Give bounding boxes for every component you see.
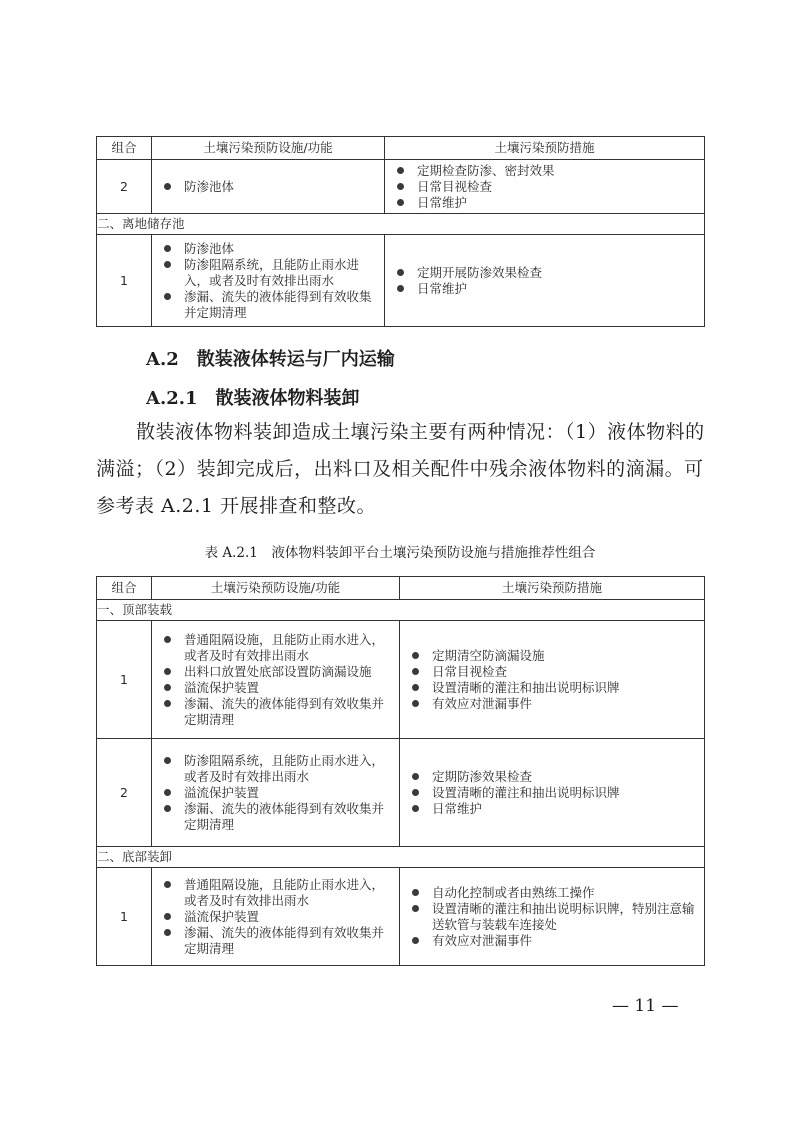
- list-item: 设置清晰的灌注和抽出说明标识牌: [408, 785, 698, 801]
- table-a21: [96, 576, 705, 966]
- table-header-row: [97, 577, 705, 600]
- table-row: [97, 160, 705, 214]
- list-item: 有效应对泄漏事件: [408, 696, 698, 712]
- facility-cell: [152, 868, 400, 966]
- list-item: 日常维护: [393, 195, 698, 211]
- group-number: 2: [97, 160, 152, 214]
- list-item: 自动化控制或者由熟练工操作: [408, 885, 698, 901]
- facility-cell: [152, 160, 385, 214]
- header-facility: 土壤污染预防设施/功能: [152, 137, 385, 160]
- table-row: [97, 739, 705, 847]
- list-item: 日常维护: [408, 801, 698, 817]
- body-paragraph: 散装液体物料装卸造成土壤污染主要有两种情况：（1）液体物料的满溢；（2）装卸完成后，出料口及相关配件中残余液体物料的滴漏。可参考表 A.2.1 开展排查和整改。: [96, 421, 705, 517]
- section-label: 二、离地储存池: [97, 214, 705, 235]
- list-item: 普通阻隔设施，且能防止雨水进入，或者及时有效排出雨水: [160, 877, 393, 909]
- table-row: [97, 868, 705, 966]
- list-item: 渗漏、流失的液体能得到有效收集并定期清理: [160, 801, 393, 833]
- list-item: 定期开展防渗效果检查: [393, 265, 698, 281]
- list-item: 溢流保护装置: [160, 909, 393, 925]
- list-item: 渗漏、流失的液体能得到有效收集并定期清理: [160, 925, 393, 957]
- list-item: 防渗池体: [160, 241, 378, 257]
- list-item: 设置清晰的灌注和抽出说明标识牌: [408, 680, 698, 696]
- group-number: 1: [97, 235, 152, 327]
- heading-a2: A.2 散装液体转运与厂内运输: [146, 349, 395, 370]
- list-item: 防渗池体: [160, 179, 378, 195]
- list-item: 日常目视检查: [393, 179, 698, 195]
- section-row: [97, 847, 705, 868]
- list-item: 定期防渗效果检查: [408, 769, 698, 785]
- section-row: [97, 214, 705, 235]
- list-item: 防渗阻隔系统，且能防止雨水进入，或者及时有效排出雨水: [160, 257, 378, 289]
- measures-cell: [400, 739, 705, 847]
- header-facility: 土壤污染预防设施/功能: [152, 577, 400, 600]
- facility-cell: [152, 235, 385, 327]
- measures-cell: [400, 621, 705, 739]
- section-label: 二、底部装卸: [97, 847, 705, 868]
- list-item: 日常维护: [393, 281, 698, 297]
- list-item: 出料口放置处底部设置防滴漏设施: [160, 664, 393, 680]
- list-item: 溢流保护装置: [160, 680, 393, 696]
- header-group: 组合: [97, 137, 152, 160]
- group-number: 1: [97, 621, 152, 739]
- header-measures: 土壤污染预防措施: [385, 137, 705, 160]
- list-item: 日常目视检查: [408, 664, 698, 680]
- section-label: 一、顶部装载: [97, 600, 705, 621]
- list-item: 定期清空防滴漏设施: [408, 648, 698, 664]
- header-measures: 土壤污染预防措施: [400, 577, 705, 600]
- table-caption: 表 A.2.1 液体物料装卸平台土壤污染预防设施与措施推荐性组合: [204, 545, 596, 561]
- measures-cell: [385, 235, 705, 327]
- list-item: 定期检查防渗、密封效果: [393, 163, 698, 179]
- facility-cell: [152, 739, 400, 847]
- list-item: 防渗阻隔系统，且能防止雨水进入，或者及时有效排出雨水: [160, 753, 393, 785]
- page-number: — 11 —: [612, 996, 679, 1016]
- table-top-continued: [96, 136, 705, 327]
- list-item: 溢流保护装置: [160, 785, 393, 801]
- header-group: 组合: [97, 577, 152, 600]
- table-row: [97, 235, 705, 327]
- list-item: 渗漏、流失的液体能得到有效收集并定期清理: [160, 289, 378, 321]
- group-number: 2: [97, 739, 152, 847]
- facility-cell: [152, 621, 400, 739]
- table-header-row: [97, 137, 705, 160]
- list-item: 有效应对泄漏事件: [408, 933, 698, 949]
- group-number: 1: [97, 868, 152, 966]
- measures-cell: [385, 160, 705, 214]
- section-row: [97, 600, 705, 621]
- list-item: 渗漏、流失的液体能得到有效收集并定期清理: [160, 696, 393, 728]
- measures-cell: [400, 868, 705, 966]
- list-item: 设置清晰的灌注和抽出说明标识牌，特别注意输送软管与装载车连接处: [408, 901, 698, 933]
- table-row: [97, 621, 705, 739]
- list-item: 普通阻隔设施，且能防止雨水进入，或者及时有效排出雨水: [160, 632, 393, 664]
- heading-a21: A.2.1 散装液体物料装卸: [146, 388, 360, 409]
